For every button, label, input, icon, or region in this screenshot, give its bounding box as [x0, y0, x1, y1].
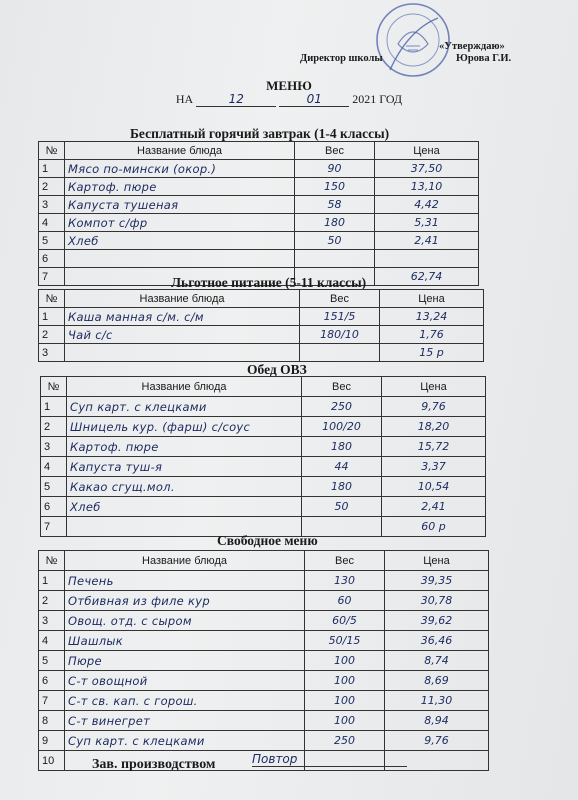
dish-price: 39,35: [385, 571, 489, 591]
table-row: [39, 651, 489, 671]
table-row: [39, 691, 489, 711]
row-number: 8: [39, 711, 65, 731]
row-number: 3: [41, 437, 67, 457]
section-title-free-menu: Свободное меню: [217, 533, 318, 548]
row-number: 9: [39, 731, 65, 751]
section-title-free-breakfast: Бесплатный горячий завтрак (1-4 классы): [130, 126, 390, 141]
dish-name: Чай с/с: [65, 326, 300, 344]
table-row: [39, 571, 489, 591]
school-stamp-seal: [368, 0, 458, 80]
date-month: 01: [279, 92, 349, 107]
header-name: Название блюда: [67, 377, 302, 397]
row-number: 4: [39, 214, 65, 232]
dish-price: 9,76: [382, 397, 486, 417]
row-number: 5: [41, 477, 67, 497]
dish-price: 37,50: [375, 160, 479, 178]
row-number: 3: [39, 344, 65, 362]
dish-price: 4,42: [375, 196, 479, 214]
row-number: 6: [39, 671, 65, 691]
menu-date-line: [0, 92, 578, 107]
table-row: [39, 631, 489, 651]
table-row: [39, 731, 489, 751]
dish-weight: 250: [305, 731, 385, 751]
dish-weight: 44: [302, 457, 382, 477]
row-number: 3: [39, 196, 65, 214]
row-number: 1: [41, 397, 67, 417]
table-row: [39, 671, 489, 691]
dish-name: Шницель кур. (фарш) с/соус: [67, 417, 302, 437]
dish-price: 36,46: [385, 631, 489, 651]
row-number: 2: [39, 178, 65, 196]
dish-weight: 90: [295, 160, 375, 178]
table-row: [39, 711, 489, 731]
row-number: 6: [41, 497, 67, 517]
dish-name: [65, 250, 295, 268]
dish-weight: 130: [305, 571, 385, 591]
dish-weight: 58: [295, 196, 375, 214]
dish-name: [65, 344, 300, 362]
header-weight: Вес: [300, 290, 380, 308]
director-label: Директор школы: [300, 53, 383, 64]
dish-name: Картоф. пюре: [65, 178, 295, 196]
director-name: Юрова Г.И.: [456, 53, 512, 64]
dish-price: 62,74: [375, 268, 479, 286]
dish-price: 5,31: [375, 214, 479, 232]
dish-weight: 100: [305, 691, 385, 711]
dish-price: [375, 250, 479, 268]
dish-price: 8,94: [385, 711, 489, 731]
dish-name: Капуста тушеная: [65, 196, 295, 214]
table-row: [41, 497, 486, 517]
dish-weight: 100: [305, 651, 385, 671]
header-num: №: [41, 377, 67, 397]
dish-name: Шашлык: [65, 631, 305, 651]
dish-weight: [295, 250, 375, 268]
dish-name: Отбивная из филе кур: [65, 591, 305, 611]
dish-weight: 60: [305, 591, 385, 611]
header-price: Цена: [380, 290, 484, 308]
dish-price: 39,62: [385, 611, 489, 631]
dish-name: Овощ. отд. с сыром: [65, 611, 305, 631]
free-breakfast-table: [38, 141, 479, 286]
section-title-discount: Льготное питание (5-11 классы): [171, 275, 367, 290]
table-row: [41, 457, 486, 477]
dish-price: 8,74: [385, 651, 489, 671]
table-row: [41, 477, 486, 497]
header-name: Название блюда: [65, 142, 295, 160]
dish-name: Компот с/фр: [65, 214, 295, 232]
discount-table: [38, 289, 484, 362]
signature: Повтор: [252, 752, 407, 767]
dish-name: Хлеб: [67, 497, 302, 517]
dish-weight: 100: [305, 671, 385, 691]
row-number: 2: [39, 591, 65, 611]
row-number: 5: [39, 651, 65, 671]
date-prefix: НА: [175, 92, 194, 106]
dish-name: С-т св. кап. с горош.: [65, 691, 305, 711]
dish-weight: 100: [305, 711, 385, 731]
dish-weight: 100/20: [302, 417, 382, 437]
dish-name: Пюре: [65, 651, 305, 671]
table-header-row: [41, 377, 486, 397]
table-header-row: [39, 142, 479, 160]
table-header-row: [39, 290, 484, 308]
dish-name: Печень: [65, 571, 305, 591]
dish-price: 2,41: [375, 232, 479, 250]
row-number: 2: [41, 417, 67, 437]
dish-price: 8,69: [385, 671, 489, 691]
dish-price: 13,24: [380, 308, 484, 326]
dish-weight: 150: [295, 178, 375, 196]
dish-price: 10,54: [382, 477, 486, 497]
table-header-row: [39, 551, 489, 571]
dish-price: 15,72: [382, 437, 486, 457]
table-row: [39, 214, 479, 232]
dish-weight: 250: [302, 397, 382, 417]
dish-weight: [300, 344, 380, 362]
dish-weight: 180: [295, 214, 375, 232]
header-name: Название блюда: [65, 551, 305, 571]
dish-name: Суп карт. с клецками: [65, 731, 305, 751]
row-number: 2: [39, 326, 65, 344]
menu-title: МЕНЮ: [266, 78, 312, 93]
table-row: [39, 611, 489, 631]
dish-name: С-т овощной: [65, 671, 305, 691]
row-number: 4: [41, 457, 67, 477]
table-row: [41, 397, 486, 417]
dish-weight: 180/10: [300, 326, 380, 344]
table-row: [39, 232, 479, 250]
footer-label: Зав. производством: [92, 757, 216, 772]
dish-name: Суп карт. с клецками: [67, 397, 302, 417]
header-weight: Вес: [302, 377, 382, 397]
dish-name: Картоф. пюре: [67, 437, 302, 457]
dish-weight: 50: [295, 232, 375, 250]
header-price: Цена: [375, 142, 479, 160]
dish-price: 13,10: [375, 178, 479, 196]
table-row: [39, 160, 479, 178]
dish-name: Каша манная с/м. с/м: [65, 308, 300, 326]
row-number: 10: [39, 751, 65, 771]
row-number: 5: [39, 232, 65, 250]
dish-name: Хлеб: [65, 232, 295, 250]
dish-name: Мясо по-мински (окор.): [65, 160, 295, 178]
table-row: [39, 250, 479, 268]
table-row: [39, 178, 479, 196]
dish-price: 9,76: [385, 731, 489, 751]
row-number: 6: [39, 250, 65, 268]
table-row: [41, 417, 486, 437]
dish-weight: 50: [302, 497, 382, 517]
dish-price: 15 р: [380, 344, 484, 362]
row-number: 1: [39, 571, 65, 591]
dish-price: 1,76: [380, 326, 484, 344]
header-weight: Вес: [305, 551, 385, 571]
dish-price: 2,41: [382, 497, 486, 517]
row-number: 7: [41, 517, 67, 537]
table-row: [41, 437, 486, 457]
dish-weight: 180: [302, 477, 382, 497]
ovz-lunch-table: [40, 376, 486, 537]
dish-name: Капуста туш-я: [67, 457, 302, 477]
dish-price: 11,30: [385, 691, 489, 711]
table-row: [39, 196, 479, 214]
row-number: 1: [39, 160, 65, 178]
date-day: 12: [196, 92, 276, 107]
header-num: №: [39, 290, 65, 308]
header-name: Название блюда: [65, 290, 300, 308]
header-price: Цена: [382, 377, 486, 397]
dish-price: 60 р: [382, 517, 486, 537]
header-price: Цена: [385, 551, 489, 571]
section-title-ovz-lunch: Обед ОВЗ: [247, 362, 307, 377]
header-weight: Вес: [295, 142, 375, 160]
free-menu-table: [38, 550, 489, 771]
row-number: 7: [39, 691, 65, 711]
dish-price: 18,20: [382, 417, 486, 437]
dish-name: Какао сгущ.мол.: [67, 477, 302, 497]
header-num: №: [39, 142, 65, 160]
row-number: 3: [39, 611, 65, 631]
dish-weight: 60/5: [305, 611, 385, 631]
dish-weight: 180: [302, 437, 382, 457]
row-number: 7: [39, 268, 65, 286]
dish-price: 30,78: [385, 591, 489, 611]
dish-weight: 151/5: [300, 308, 380, 326]
table-row: [39, 344, 484, 362]
dish-name: С-т винегрет: [65, 711, 305, 731]
header-num: №: [39, 551, 65, 571]
row-number: 4: [39, 631, 65, 651]
dish-price: 3,37: [382, 457, 486, 477]
approve-label: «Утверждаю»: [439, 41, 505, 52]
table-row: [39, 308, 484, 326]
row-number: 1: [39, 308, 65, 326]
date-year: 2021 ГОД: [352, 92, 403, 106]
table-row: [39, 591, 489, 611]
table-row: [39, 326, 484, 344]
dish-weight: 50/15: [305, 631, 385, 651]
